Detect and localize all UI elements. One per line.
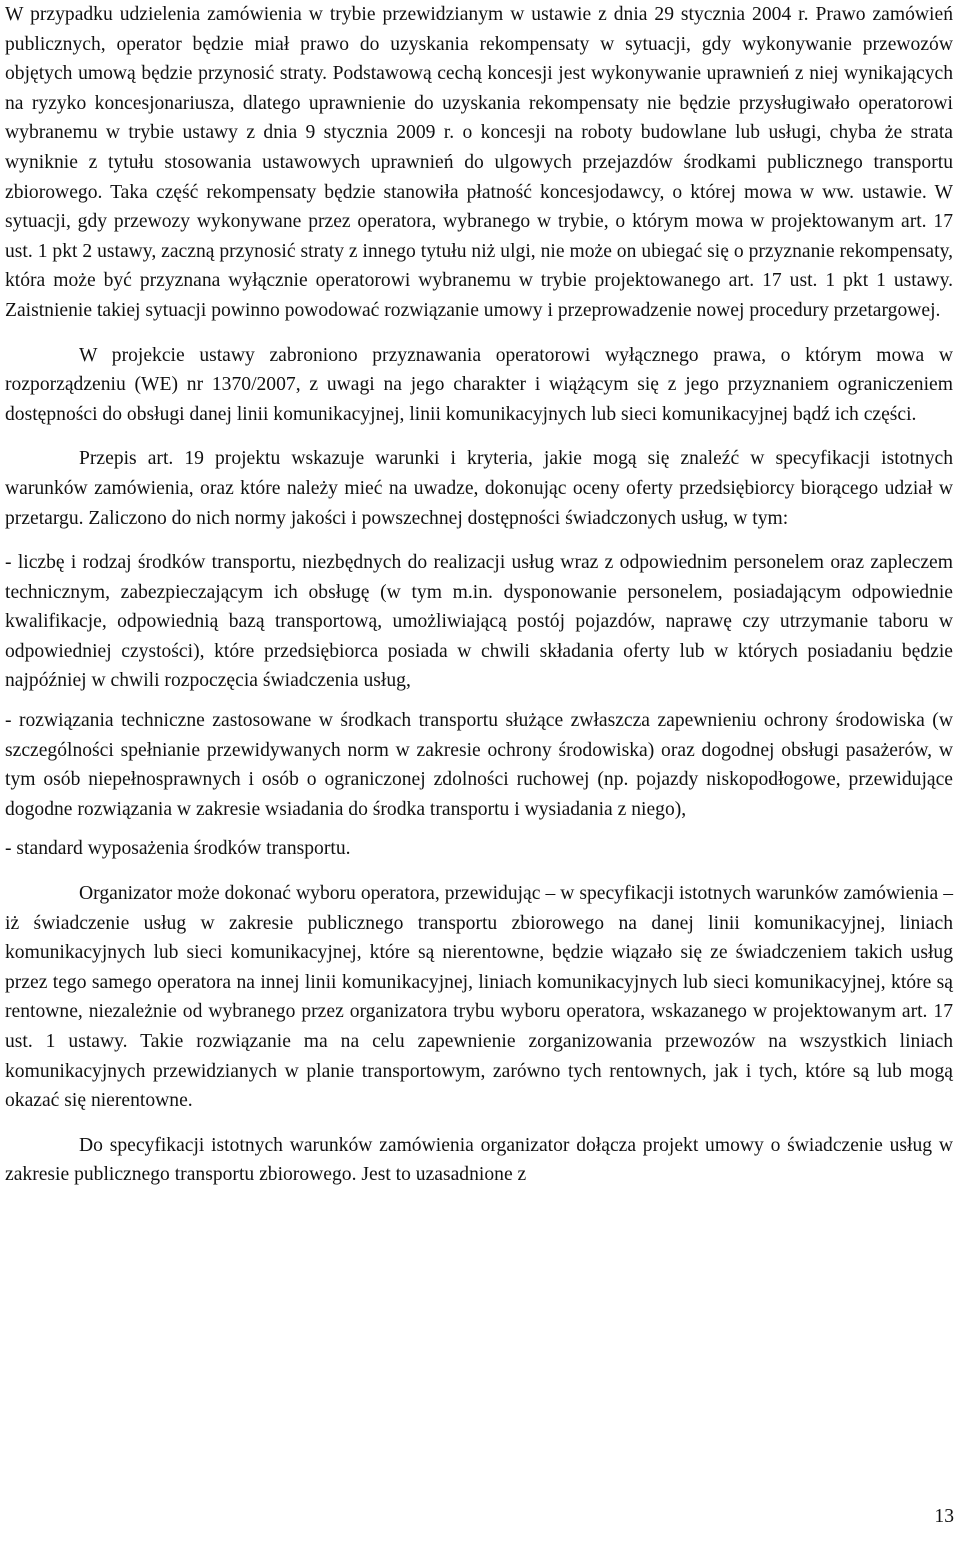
paragraph-exclusive-right: W projekcie ustawy zabroniono przyznawania operatorowi wyłącznego prawa, o którym mowa w rozporządzeniu (WE) nr 1370/2007, z uwagi na jego charakter i wiążącym się z jego przyznaniem ograniczeniem dostępności do obsługi danej linii komunikacyjnej, linii komunikacyjnych lub sieci komunikacyjnej bądź ich części. bbox=[5, 344, 953, 425]
list-item-equipment-standard: - standard wyposażenia środków transportu. bbox=[5, 838, 351, 860]
document-page bbox=[5, 0, 953, 1190]
page-number: 13 bbox=[934, 1506, 954, 1527]
list-item-means-of-transport: - liczbę i rodzaj środków transportu, niezbędnych do realizacji usług wraz z odpowiednim personelem oraz zapleczem technicznym, zabezpieczającym ich obsługę (w tym m.in. dysponowanie personelem, posiadającym odpowiednie kwalifikacje, odpowiednią bazą transportową, umożliwiającą postój pojazdów, naprawę czy utrzymanie taboru w odpowiedniej czystości), które przedsiębiorca posiada w chwili składania oferty lub w których posiadaniu będzie najpóźniej w chwili rozpoczęcia świadczenia usług, bbox=[5, 552, 953, 692]
paragraph-compensation: W przypadku udzielenia zamówienia w trybie przewidzianym w ustawie z dnia 29 stycznia 2004 r. Prawo zamówień publicznych, operator będzie miał prawo do uzyskania rekompensaty w sytuacji, gdy wykonywanie przewozów objętych umową będzie przynosić straty. Podstawową cechą koncesji jest wykonywanie uprawnień z niej wynikających na ryzyko koncesjonariusza, dlatego uprawnienie do uzyskania rekompensaty nie będzie przysługiwało operatorowi wybranemu w trybie ustawy z dnia 9 stycznia 2009 r. o koncesji na roboty budowlane lub usługi, chyba że strata wyniknie z tytułu stosowania ustawowych uprawnień do ulgowych przejazdów środkami publicznego transportu zbiorowego. Taka część rekompensaty będzie stanowiła płatność koncesjodawcy, o której mowa w ww. ustawie. W sytuacji, gdy przewozy wykonywane przez operatora, wybranego w trybie, o którym mowa w projektowanym art. 17 ust. 1 pkt 2 ustawy, zaczną przynosić straty z innego tytułu niż ulgi, nie może on ubiegać się o przyznanie rekompensaty, która może być przyznana wyłącznie operatorowi wybranemu w trybie projektowanego art. 17 ust. 1 pkt 1 ustawy. Zaistnienie takiej sytuacji powinno powodować rozwiązanie umowy i przeprowadzenie nowej procedury przetargowej. bbox=[5, 4, 953, 321]
list-item-technical-solutions: - rozwiązania techniczne zastosowane w środkach transportu służące zwłaszcza zapewnieniu ochrony środowiska (w szczególności spełnianie przewidywanych norm w zakresie ochrony środowiska) oraz dogodnej obsługi pasażerów, w tym osób niepełnosprawnych i osób o ograniczonej zdolności ruchowej (np. pojazdy niskopodłogowe, przewidujące dogodne rozwiązania w zakresie wsiadania do środka transportu i wysiadania z niego), bbox=[5, 710, 953, 820]
paragraph-article-19: Przepis art. 19 projektu wskazuje warunki i kryteria, jakie mogą się znaleźć w specyfikacji istotnych warunków zamówienia, oraz które należy mieć na uwadze, dokonując oceny oferty przedsiębiorcy biorącego udział w przetargu. Zaliczono do nich normy jakości i powszechnej dostępności świadczonych usług, w tym: bbox=[5, 448, 953, 529]
paragraph-operator-selection: Organizator może dokonać wyboru operatora, przewidując – w specyfikacji istotnych warunków zamówienia – iż świadczenie usług w zakresie publicznego transportu zbiorowego na danej linii komunikacyjnej, liniach komunikacyjnych lub sieci komunikacyjnej, które są nierentowne, będzie wiązało się ze świadczeniem takich usług przez tego samego operatora na innej linii komunikacyjnej, liniach komunikacyjnych lub sieci komunikacyjnej, które są rentowne, niezależnie od wybranego przez organizatora trybu wyboru operatora, wskazanego w projektowanym art. 17 ust. 1 ustawy. Takie rozwiązanie ma na celu zapewnienie zorganizowania przewozów na wszystkich liniach komunikacyjnych przewidzianych w planie transportowym, zarówno tych rentownych, jak i tych, które są lub mogą okazać się nierentowne. bbox=[5, 883, 953, 1112]
paragraph-contract-draft: Do specyfikacji istotnych warunków zamówienia organizator dołącza projekt umowy o świadczenie usług w zakresie publicznego transportu zbiorowego. Jest to uzasadnione z bbox=[5, 1134, 953, 1186]
